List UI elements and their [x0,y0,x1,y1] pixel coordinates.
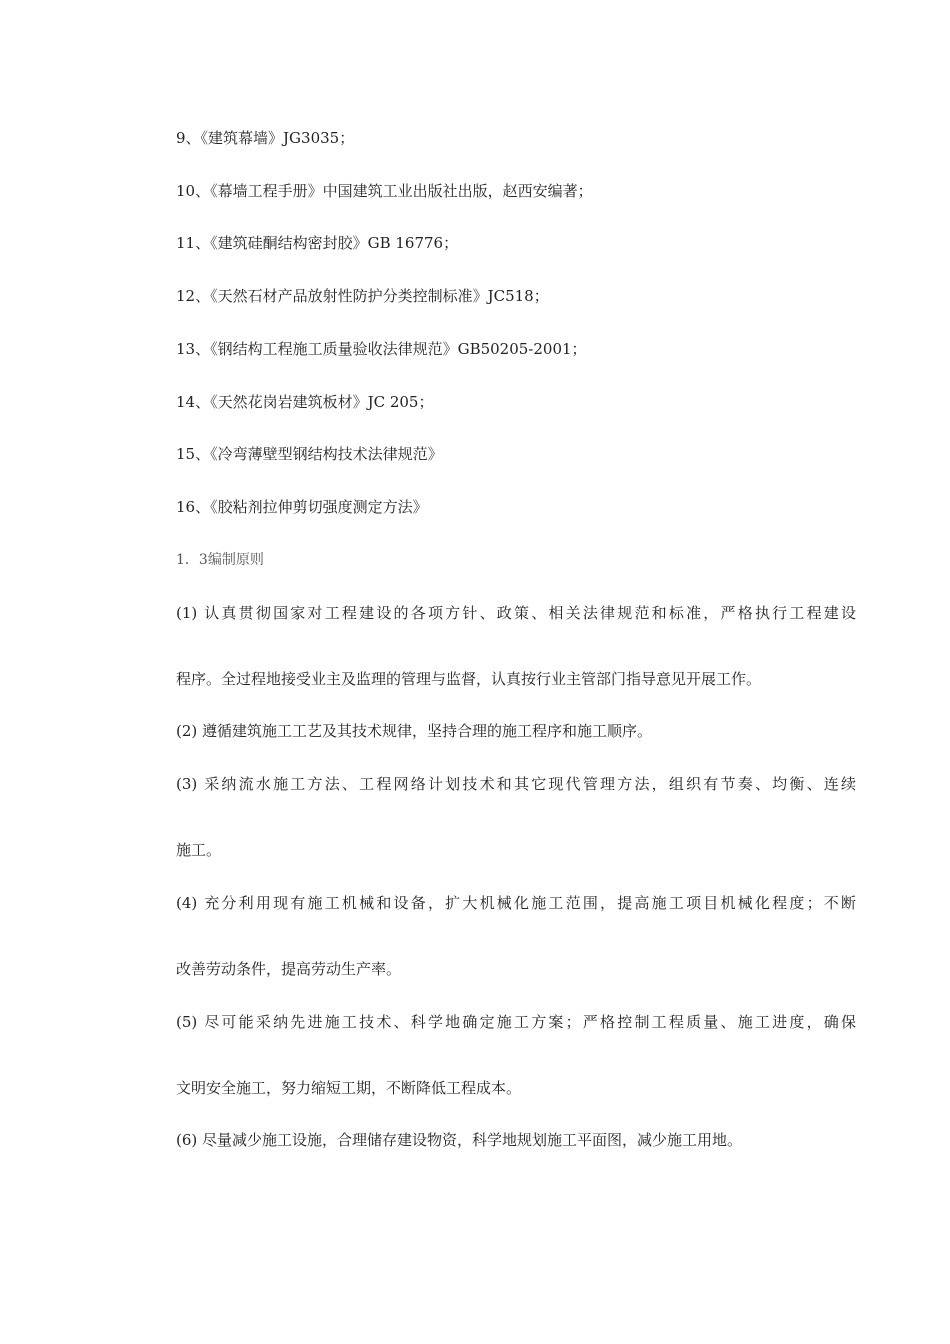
principle-3-line-1: (3) 采纳流水施工方法、工程网络计划技术和其它现代管理方法，组织有节奏、均衡、连续 [176,775,856,793]
reference-item-10: 10、《幕墙工程手册》中国建筑工业出版社出版，赵西安编著； [176,182,593,200]
principle-3-line-2: 施工。 [176,841,222,859]
principle-5-line-2: 文明安全施工，努力缩短工期，不断降低工程成本。 [176,1079,522,1097]
reference-item-16: 16、《胶粘剂拉伸剪切强度测定方法》 [176,498,428,516]
reference-item-15: 15、《冷弯薄壁型钢结构技术法律规范》 [176,445,443,463]
reference-item-13: 13、《钢结构工程施工质量验收法律规范》GB50205-2001； [176,340,587,358]
reference-item-12: 12、《天然石材产品放射性防护分类控制标准》JC518； [176,287,549,305]
principle-6-line-1: (6) 尽量减少施工设施，合理储存建设物资，科学地规划施工平面图，减少施工用地。 [176,1131,743,1149]
section-heading: 1．3编制原则 [176,552,264,568]
reference-item-9: 9、《建筑幕墙》JG3035； [176,129,355,147]
principle-4-line-1: (4) 充分利用现有施工机械和设备，扩大机械化施工范围，提高施工项目机械化程度；不断 [176,894,856,912]
reference-item-11: 11、《建筑硅酮结构密封胶》GB 16776； [176,234,459,252]
principle-1-line-1: (1) 认真贯彻国家对工程建设的各项方针、政策、相关法律规范和标准，严格执行工程建设 [176,604,856,622]
principle-1-line-2: 程序。全过程地接受业主及监理的管理与监督，认真按行业主管部门指导意见开展工作。 [176,670,762,688]
principle-4-line-2: 改善劳动条件，提高劳动生产率。 [176,960,402,978]
reference-item-14: 14、《天然花岗岩建筑板材》JC 205； [176,393,434,411]
principle-2-line-1: (2) 遵循建筑施工工艺及其技术规律，坚持合理的施工程序和施工顺序。 [176,722,653,740]
principle-5-line-1: (5) 尽可能采纳先进施工技术、科学地确定施工方案；严格控制工程质量、施工进度，确保 [176,1013,856,1031]
